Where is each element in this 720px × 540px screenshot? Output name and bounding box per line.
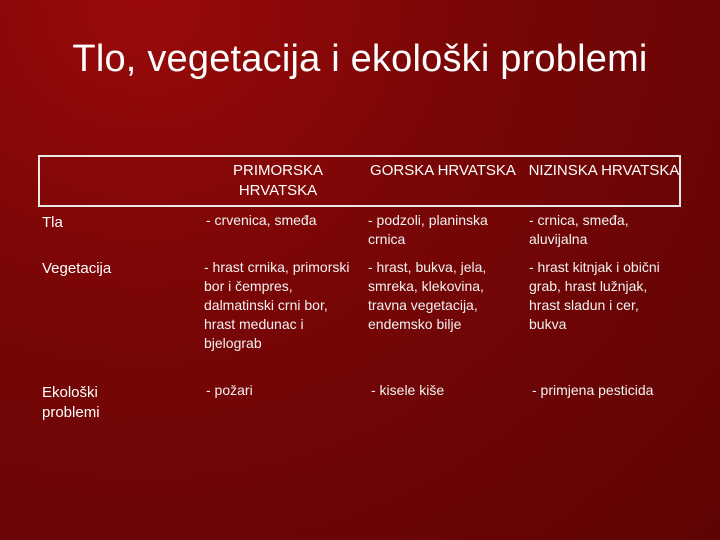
cell-vegetacija-nizinska: - hrast kitnjak i obični grab, hrast lužnjak, hrast sladun i cer, bukva bbox=[529, 259, 660, 332]
cell-ekoloski-primorska: - požari bbox=[206, 382, 253, 398]
cell-vegetacija-primorska: - hrast crnika, primorski bor i čempres, dalmatinski crni bor, hrast medunac i bjelograb bbox=[204, 259, 350, 351]
cell-vegetacija-gorska: - hrast, bukva, jela, smreka, klekovina, travna vegetacija, endemsko bilje bbox=[368, 259, 487, 332]
cell-ekoloski-gorska: - kisele kiše bbox=[371, 382, 445, 398]
header-cell-gorska: GORSKA HRVATSKA bbox=[370, 162, 516, 179]
row-label-vegetacija: Vegetacija bbox=[42, 260, 112, 277]
header-cell-primorska: PRIMORSKA HRVATSKA bbox=[232, 162, 323, 199]
header-cell-nizinska: NIZINSKA HRVATSKA bbox=[528, 162, 680, 179]
cell-tla-gorska: - podzoli, planinska crnica bbox=[368, 212, 488, 247]
row-label-tla: Tla bbox=[42, 214, 63, 231]
row-label-ekoloski-problemi: Ekološki problemi bbox=[42, 384, 100, 421]
cell-tla-nizinska: - crnica, smeđa, aluvijalna bbox=[529, 212, 629, 247]
cell-ekoloski-nizinska: - primjena pesticida bbox=[532, 382, 654, 398]
cell-tla-primorska: - crvenica, smeđa bbox=[206, 212, 317, 228]
slide-title: Tlo, vegetacija i ekološki problemi bbox=[72, 38, 648, 80]
